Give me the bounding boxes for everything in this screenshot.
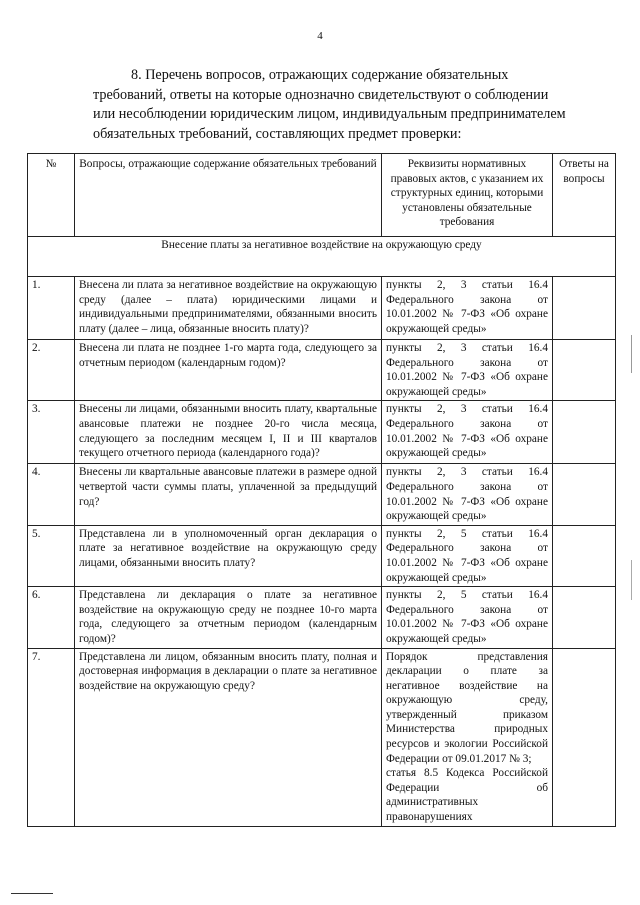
table-row — [28, 587, 616, 648]
row-question: Представлена ли лицом, обязанным вносить плату, полная и достоверная информация в декларации о плате за негативное воздействие на окружающую среду? — [75, 648, 382, 826]
heading-line: обязательных требований, составляющих предмет проверки: — [93, 125, 462, 142]
row-num: 5. — [28, 525, 75, 586]
page-number: 4 — [317, 30, 323, 42]
row-num: 1. — [28, 277, 75, 340]
row-answer — [553, 340, 616, 401]
row-num: 7. — [28, 648, 75, 826]
scan-edge-mark — [631, 335, 632, 373]
row-question: Внесены ли лицами, обязанными вносить плату, квартальные авансовые платежи не позднее 20-го числа месяца, следующего за последним месяцем I, II и III кварталов текущего отчетного периода (календарного года)? — [75, 401, 382, 464]
table-row — [28, 277, 616, 340]
scan-edge-mark — [631, 560, 632, 600]
table-header-row — [28, 154, 616, 237]
requirements-table — [27, 153, 616, 827]
table-row — [28, 525, 616, 586]
row-answer — [553, 277, 616, 340]
header-answer: Ответы на вопросы — [553, 154, 616, 237]
header-reference: Реквизиты нормативных правовых актов, с указанием их структурных единиц, которыми установлены обязательные требования — [382, 154, 553, 237]
section-title: Внесение платы за негативное воздействие на окружающую среду — [28, 237, 616, 277]
row-reference: пункты 2, 3 статьи 16.4 Федерального закона от 10.01.2002 № 7-ФЗ «Об охране окружающей среды» — [382, 340, 553, 401]
section-row — [28, 237, 616, 277]
row-reference: пункты 2, 5 статьи 16.4 Федерального закона от 10.01.2002 № 7-ФЗ «Об охране окружающей среды» — [382, 525, 553, 586]
header-num: № — [28, 154, 75, 237]
row-question: Представлена ли декларация о плате за негативное воздействие на окружающую среду не позднее 10-го марта года, следующего за отчетным периодом (календарным годом)? — [75, 587, 382, 648]
row-num: 6. — [28, 587, 75, 648]
heading-line: требований, ответы на которые однозначно свидетельствуют о соблюдении — [93, 86, 549, 103]
table-row — [28, 464, 616, 525]
row-answer — [553, 587, 616, 648]
row-answer — [553, 648, 616, 826]
table-row — [28, 648, 616, 826]
row-reference: пункты 2, 3 статьи 16.4 Федерального закона от 10.01.2002 № 7-ФЗ «Об охране окружающей среды» — [382, 401, 553, 464]
row-num: 3. — [28, 401, 75, 464]
footnote-rule — [11, 893, 53, 894]
row-answer — [553, 401, 616, 464]
row-reference — [382, 648, 553, 826]
row-answer — [553, 464, 616, 525]
row-reference-line: статья 8.5 Кодекса Российской Федерации об административных правонарушениях — [386, 767, 548, 824]
row-question: Внесена ли плата за негативное воздействие на окружающую среду (далее – плата) юридическими лицами и индивидуальными предпринимателями, обязанными вносить плату (далее – лица, обязанные вносить плату)? — [75, 277, 382, 340]
row-reference-line: Порядок представления декларации о плате за негативное воздействие на окружающую среду, утвержденный приказом Министерства природных ресурсов и экологии Российской Федерации от 09.01.2017 № 3; — [386, 650, 548, 765]
table-row — [28, 401, 616, 464]
row-reference: пункты 2, 5 статьи 16.4 Федерального закона от 10.01.2002 № 7-ФЗ «Об охране окружающей среды» — [382, 587, 553, 648]
header-question: Вопросы, отражающие содержание обязательных требований — [75, 154, 382, 237]
row-reference: пункты 2, 3 статьи 16.4 Федерального закона от 10.01.2002 № 7-ФЗ «Об охране окружающей среды» — [382, 277, 553, 340]
row-question: Внесены ли квартальные авансовые платежи в размере одной четвертой части суммы платы, уплаченной за предыдущий год? — [75, 464, 382, 525]
heading-line: 8. Перечень вопросов, отражающих содержание обязательных — [131, 67, 509, 83]
row-reference: пункты 2, 3 статьи 16.4 Федерального закона от 10.01.2002 № 7-ФЗ «Об охране окружающей среды» — [382, 464, 553, 525]
heading-line: или несоблюдении юридическим лицом, индивидуальным предпринимателем — [93, 106, 566, 122]
table-row — [28, 340, 616, 401]
row-num: 2. — [28, 340, 75, 401]
row-answer — [553, 525, 616, 586]
row-question: Внесена ли плата не позднее 1-го марта года, следующего за отчетным периодом (календарным годом)? — [75, 340, 382, 401]
row-num: 4. — [28, 464, 75, 525]
section-heading — [93, 66, 588, 144]
row-question: Представлена ли в уполномоченный орган декларация о плате за негативное воздействие на окружающую среду лицами, обязанными вносить плату? — [75, 525, 382, 586]
